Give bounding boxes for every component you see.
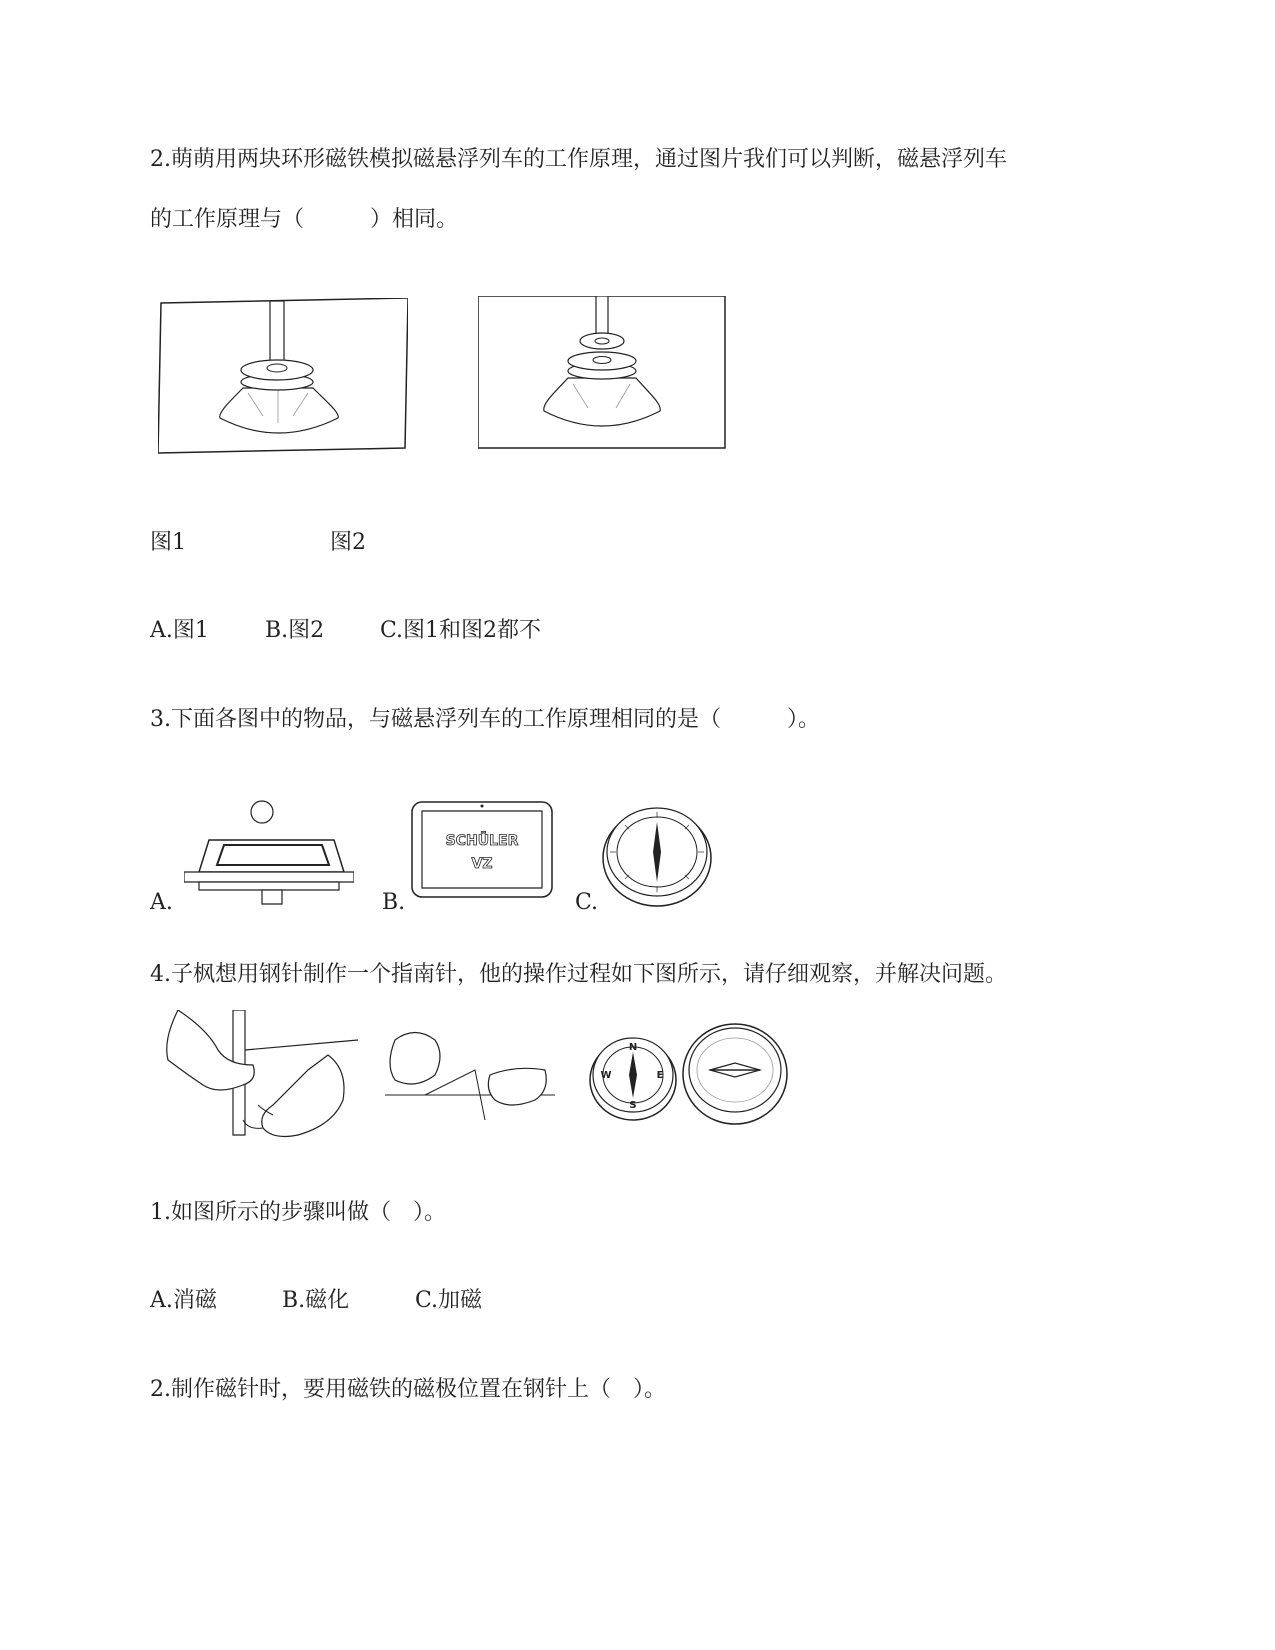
q4-sub1-option-a[interactable]: A.消磁 <box>150 1288 217 1313</box>
q3-text: 3.下面各图中的物品，与磁悬浮列车的工作原理相同的是（ ）。 <box>150 707 820 732</box>
compass-image <box>600 800 715 910</box>
levitating-ball-device-image <box>184 800 354 910</box>
q3-option-a-label[interactable]: A. <box>150 890 173 915</box>
q3-option-b-label[interactable]: B. <box>382 890 406 915</box>
compass-nesw-image <box>588 1028 678 1123</box>
tablet-text-line1: SCHÜLER <box>445 833 519 849</box>
q4-text: 4.子枫想用钢针制作一个指南针，他的操作过程如下图所示，请仔细观察，并解决问题。 <box>150 962 1007 987</box>
compass-letter-e: E <box>656 1070 664 1081</box>
floating-needle-dish-image <box>680 1018 790 1128</box>
q2-option-b[interactable]: B.图2 <box>265 618 325 643</box>
q4-sub1-option-c[interactable]: C.加磁 <box>415 1288 483 1313</box>
q2-option-c[interactable]: C.图1和图2都不 <box>380 618 542 643</box>
tablet-image <box>410 800 555 900</box>
q4-sub2-text: 2.制作磁针时，要用磁铁的磁极位置在钢针上（ ）。 <box>150 1377 666 1402</box>
q2-text-line2: 的工作原理与（ ）相同。 <box>150 207 459 232</box>
compass-letter-s: S <box>629 1100 637 1111</box>
figure-2-label: 图2 <box>330 530 366 555</box>
stroking-needle-image <box>148 1010 358 1145</box>
compass-letter-n: N <box>628 1042 638 1053</box>
figure-1-ring-magnet <box>158 298 408 458</box>
threading-needle-image <box>385 1020 555 1130</box>
q2-option-a[interactable]: A.图1 <box>150 618 209 643</box>
q4-sub1-option-b[interactable]: B.磁化 <box>282 1288 350 1313</box>
tablet-text-line2: VZ <box>471 856 493 872</box>
compass-letter-w: W <box>600 1070 612 1081</box>
q3-option-c-label[interactable]: C. <box>575 890 599 915</box>
figure-1-label: 图1 <box>150 530 186 555</box>
figure-2-floating-ring-magnet <box>478 296 728 451</box>
q2-text-line1: 2.萌萌用两块环形磁铁模拟磁悬浮列车的工作原理，通过图片我们可以判断，磁悬浮列车 <box>150 147 1007 172</box>
q4-sub1-text: 1.如图所示的步骤叫做（ ）。 <box>150 1200 446 1225</box>
